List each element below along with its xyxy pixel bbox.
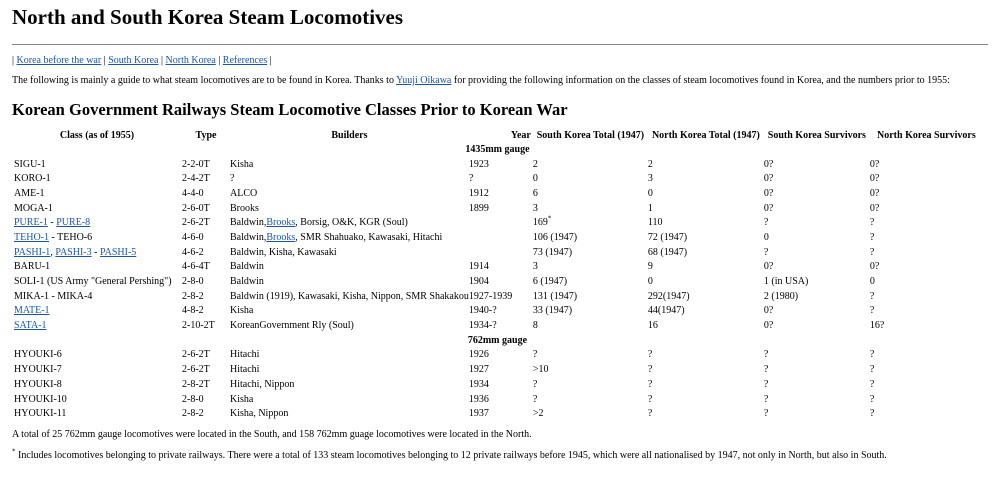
- cell-class: [12, 274, 182, 289]
- cell-type: 2-8-0: [182, 393, 204, 405]
- cell-north-total: 44(1947): [647, 305, 685, 317]
- class-text: HYOUKI-11: [14, 408, 67, 420]
- nav-link-references[interactable]: References: [222, 55, 268, 66]
- class-link[interactable]: PURE-1: [14, 217, 48, 229]
- cell-south-total: [533, 392, 648, 407]
- cell-type: 4-8-2: [182, 305, 204, 317]
- nav-link-south-korea[interactable]: South Korea: [108, 55, 159, 66]
- cell-north-survivors: 16?: [869, 320, 885, 332]
- cell-class: [12, 392, 182, 407]
- cell-year: 1926: [468, 349, 489, 361]
- class-link[interactable]: PASHI-5: [99, 246, 137, 258]
- cell-south-total: [533, 348, 648, 363]
- class-text: KORO-1: [14, 173, 51, 185]
- south-total-value: 106 (1947): [532, 231, 578, 243]
- builder-text: Baldwin: [230, 261, 264, 273]
- south-total-value: 33 (1947): [532, 305, 573, 317]
- builder-text: ALCO: [230, 187, 258, 199]
- south-total-value: >10: [532, 364, 549, 376]
- cell-type: 2-2-0T: [182, 158, 210, 170]
- total-note: A total of 25 762mm gauge locomotives were located in the South, and 158 762mm guage locomotives were located in the North.: [12, 429, 532, 441]
- south-total-value: ?: [532, 378, 538, 390]
- section-heading: Korean Government Railways Steam Locomotive Classes Prior to Korean War: [12, 100, 568, 119]
- cell-south-survivors: ?: [763, 349, 769, 361]
- cell-north-survivors: 0?: [869, 173, 880, 185]
- cell-class: [12, 304, 182, 319]
- cell-year: 1934-?: [468, 320, 497, 332]
- south-total-value: >2: [532, 408, 544, 420]
- cell-north-total: ?: [647, 393, 653, 405]
- table-row: [12, 230, 983, 245]
- table-row: [12, 260, 983, 275]
- footnote-ref: *: [547, 214, 552, 223]
- col-header-year: Year: [510, 129, 531, 141]
- class-text: SOLI-1 (US Army "General Pershing"): [14, 276, 172, 288]
- cell-north-total: 9: [647, 261, 653, 273]
- cell-year: 1937: [468, 408, 489, 420]
- builder-text: Hitachi: [230, 364, 260, 376]
- cell-builders: [230, 377, 469, 392]
- cell-south-total: [533, 406, 648, 421]
- cell-class: [12, 186, 182, 201]
- builder-text: Kisha, Nippon: [230, 408, 289, 420]
- table-row: [12, 304, 983, 319]
- class-text: MOGA-1: [14, 202, 53, 214]
- table-row: [12, 348, 983, 363]
- cell-north-survivors: ?: [869, 217, 875, 229]
- cell-type: 4-6-4T: [182, 261, 210, 273]
- cell-year: [469, 245, 533, 260]
- cell-builders: [230, 318, 469, 333]
- cell-south-survivors: 0?: [763, 187, 774, 199]
- cell-south-survivors: 2 (1980): [763, 290, 799, 302]
- cell-class: [12, 377, 182, 392]
- cell-year: 1904: [468, 276, 489, 288]
- builder-text: Baldwin, Kisha, Kawasaki: [230, 246, 337, 258]
- cell-year: 1927-1939: [468, 290, 513, 302]
- cell-class: [12, 157, 182, 172]
- south-total-value: 3: [532, 261, 538, 273]
- cell-south-survivors: 0?: [763, 202, 774, 214]
- builder-link[interactable]: Brooks: [266, 231, 296, 243]
- table-row: [12, 377, 983, 392]
- cell-year: 1914: [468, 261, 489, 273]
- south-total-value: 0: [532, 173, 538, 185]
- cell-class: [12, 406, 182, 421]
- south-total-value: 131 (1947): [532, 290, 578, 302]
- cell-south-survivors: 0: [763, 231, 769, 243]
- builder-text: Kisha: [230, 393, 254, 405]
- class-text: BARU-1: [14, 261, 51, 273]
- cell-class: [12, 215, 182, 230]
- col-header-north-total: North Korea Total (1947): [651, 129, 760, 141]
- cell-year: 1923: [468, 158, 489, 170]
- cell-south-survivors: ?: [763, 408, 769, 420]
- nav-separator: |: [103, 55, 106, 66]
- cell-type: 2-4-2T: [182, 173, 210, 185]
- col-header-south-survivors: South Korea Survivors: [767, 129, 866, 141]
- table-row: [12, 362, 983, 377]
- footnote: [12, 449, 988, 462]
- page-title: North and South Korea Steam Locomotives: [12, 5, 404, 29]
- builder-text: Hitachi: [230, 349, 260, 361]
- cell-class: [12, 171, 182, 186]
- nav-separator: |: [161, 55, 164, 66]
- cell-year: 1912: [468, 187, 489, 199]
- cell-builders: [230, 304, 469, 319]
- builder-text: Kisha: [230, 158, 254, 170]
- cell-north-survivors: ?: [869, 290, 875, 302]
- south-total-value: 2: [532, 158, 538, 170]
- cell-south-survivors: ?: [763, 217, 769, 229]
- class-link[interactable]: MATE-1: [14, 305, 50, 317]
- cell-south-total: [533, 318, 648, 333]
- footnote-mark: *: [12, 447, 16, 456]
- cell-north-total: 0: [647, 187, 653, 199]
- cell-builders: [230, 215, 469, 230]
- cell-builders: [230, 362, 469, 377]
- col-header-north-survivors: North Korea Survivors: [877, 129, 976, 141]
- cell-north-survivors: ?: [869, 393, 875, 405]
- cell-north-survivors: ?: [869, 408, 875, 420]
- builder-text: Baldwin,: [230, 217, 267, 229]
- class-link[interactable]: PURE-8: [56, 217, 91, 229]
- cell-south-survivors: ?: [763, 393, 769, 405]
- table-row: [12, 318, 983, 333]
- class-text: MIKA-1 - MIKA-4: [14, 290, 93, 302]
- class-link[interactable]: PASHI-3: [55, 246, 92, 258]
- nav-link-korea-before-war[interactable]: Korea before the war: [16, 55, 102, 66]
- class-text: HYOUKI-7: [14, 364, 62, 376]
- table-row: [12, 392, 983, 407]
- builder-text: Hitachi, Nippon: [230, 378, 295, 390]
- class-link[interactable]: SATA-1: [14, 320, 47, 332]
- cell-type: 2-8-2: [182, 290, 204, 302]
- cell-north-survivors: ?: [869, 246, 875, 258]
- col-header-builders: Builders: [331, 129, 368, 141]
- cell-south-total: [533, 274, 648, 289]
- cell-builders: [230, 245, 469, 260]
- cell-builders: [230, 230, 469, 245]
- builder-text: , Borsig, O&K, KGR (Soul): [295, 217, 408, 229]
- cell-type: 2-6-2T: [182, 217, 210, 229]
- table-row: [12, 406, 983, 421]
- cell-south-total: [533, 245, 648, 260]
- cell-north-total: 1: [647, 202, 653, 214]
- cell-south-survivors: 1 (in USA): [763, 276, 809, 288]
- col-header-class: Class (as of 1955): [59, 129, 135, 141]
- nav-separator: |: [218, 55, 221, 66]
- cell-builders: [230, 406, 469, 421]
- cell-builders: [230, 392, 469, 407]
- south-total-value: ?: [532, 393, 538, 405]
- class-link[interactable]: PASHI-1: [14, 246, 51, 258]
- table-row: [12, 186, 983, 201]
- table-row: [12, 171, 983, 186]
- class-link[interactable]: TEHO-1: [14, 231, 49, 243]
- cell-north-total: ?: [647, 364, 653, 376]
- cell-north-survivors: 0?: [869, 158, 880, 170]
- cell-north-total: 292(1947): [647, 290, 690, 302]
- table-header-row: [12, 128, 983, 142]
- gauge-label: 1435mm gauge: [465, 143, 530, 155]
- south-total-value: ?: [532, 349, 538, 361]
- cell-south-total: [533, 171, 648, 186]
- cell-north-total: 68 (1947): [647, 246, 688, 258]
- table-row: [12, 157, 983, 172]
- cell-south-survivors: ?: [763, 364, 769, 376]
- south-total-value: 8: [532, 320, 538, 332]
- builder-link[interactable]: Brooks: [266, 217, 296, 229]
- intro-text-before: The following is mainly a guide to what steam locomotives are to be found in Korea. Thanks to: [12, 75, 397, 86]
- cell-year: [469, 230, 533, 245]
- cell-type: 4-6-0: [182, 231, 204, 243]
- cell-class: [12, 245, 182, 260]
- builder-text: Kisha: [230, 305, 254, 317]
- south-total-value: 6: [532, 187, 538, 199]
- cell-type: 2-6-2T: [182, 349, 210, 361]
- cell-year: 1936: [468, 393, 489, 405]
- cell-type: 4-6-2: [182, 246, 204, 258]
- cell-north-survivors: ?: [869, 305, 875, 317]
- title-divider: [12, 44, 988, 45]
- gauge-row-1435mm: [12, 142, 983, 157]
- builder-text: ?: [230, 173, 235, 185]
- cell-year: ?: [468, 173, 474, 185]
- table-row: [12, 215, 983, 230]
- cell-south-total: [533, 230, 648, 245]
- intro-text-after: for providing the following information on the classes of steam locomotives found in Korea, and the numbers prior to 1955:: [451, 75, 950, 86]
- cell-builders: [230, 157, 469, 172]
- gauge-row-762mm: [12, 333, 983, 348]
- class-text: AME-1: [14, 187, 45, 199]
- cell-builders: [230, 348, 469, 363]
- cell-south-total: [533, 289, 648, 304]
- class-text: SIGU-1: [14, 158, 46, 170]
- cell-type: 2-6-0T: [182, 202, 210, 214]
- cell-south-survivors: 0?: [763, 261, 774, 273]
- cell-year: 1934: [468, 378, 489, 390]
- cell-south-survivors: 0?: [763, 305, 774, 317]
- builder-text: Brooks: [230, 202, 259, 214]
- cell-south-total: [533, 377, 648, 392]
- cell-north-total: 2: [647, 158, 653, 170]
- builder-text: , SMR Shahuako, Kawasaki, Hitachi: [295, 231, 443, 243]
- cell-north-survivors: 0?: [869, 202, 880, 214]
- cell-builders: [230, 201, 469, 216]
- cell-year: 1927: [468, 364, 489, 376]
- cell-north-survivors: 0?: [869, 187, 880, 199]
- cell-type: 2-8-0: [182, 276, 204, 288]
- locomotive-table: [12, 128, 983, 421]
- cell-builders: [230, 171, 469, 186]
- cell-north-total: 0: [647, 276, 653, 288]
- south-total-value: 73 (1947): [532, 246, 573, 258]
- class-text: -: [47, 217, 57, 229]
- cell-type: 2-10-2T: [182, 320, 215, 332]
- cell-south-total: [533, 157, 648, 172]
- cell-type: 2-6-2T: [182, 364, 210, 376]
- cell-type: 2-8-2T: [182, 378, 210, 390]
- cell-class: [12, 289, 182, 304]
- cell-year: 1940-?: [468, 305, 497, 317]
- builder-text: Baldwin (1919), Kawasaki, Kisha, Nippon, SMR Shakakou: [230, 290, 469, 302]
- table-row: [12, 274, 983, 289]
- builder-text: Baldwin,: [230, 231, 267, 243]
- cell-type: 2-8-2: [182, 408, 204, 420]
- south-total-value: 6 (1947): [532, 276, 568, 288]
- cell-south-survivors: ?: [763, 246, 769, 258]
- cell-type: 4-4-0: [182, 187, 204, 199]
- cell-north-total: 16: [647, 320, 658, 332]
- intro-link-yuuji-oikawa[interactable]: Yuuji Oikawa: [396, 75, 452, 86]
- cell-south-total: [533, 215, 648, 230]
- cell-north-survivors: ?: [869, 231, 875, 243]
- cell-builders: [230, 260, 469, 275]
- cell-builders: [230, 289, 469, 304]
- cell-south-survivors: 0?: [763, 173, 774, 185]
- cell-north-total: ?: [647, 408, 653, 420]
- cell-south-survivors: 0?: [763, 320, 774, 332]
- cell-north-survivors: 0?: [869, 261, 880, 273]
- cell-class: [12, 362, 182, 377]
- south-total-value: 169: [532, 217, 548, 229]
- nav-separator: |: [12, 55, 15, 66]
- col-header-type: Type: [195, 129, 217, 141]
- class-text: - TEHO-6: [49, 231, 93, 243]
- cell-north-total: ?: [647, 349, 653, 361]
- cell-south-total: [533, 260, 648, 275]
- cell-class: [12, 318, 182, 333]
- cell-builders: [230, 274, 469, 289]
- table-row: [12, 245, 983, 260]
- class-text: HYOUKI-6: [14, 349, 62, 361]
- cell-north-total: 3: [647, 173, 653, 185]
- table-row: [12, 289, 983, 304]
- cell-north-total: 110: [647, 217, 663, 229]
- south-total-value: 3: [532, 202, 538, 214]
- cell-north-total: 72 (1947): [647, 231, 688, 243]
- builder-text: Baldwin: [230, 276, 264, 288]
- cell-year: 1899: [468, 202, 489, 214]
- cell-north-total: ?: [647, 378, 653, 390]
- col-header-south-total: South Korea Total (1947): [536, 129, 645, 141]
- intro-paragraph: [12, 74, 988, 87]
- cell-class: [12, 230, 182, 245]
- table-row: [12, 201, 983, 216]
- table-body: [12, 142, 983, 421]
- nav-bar: [12, 54, 988, 67]
- gauge-label: 762mm gauge: [467, 334, 528, 346]
- class-text: HYOUKI-10: [14, 393, 67, 405]
- cell-south-total: [533, 304, 648, 319]
- footnote-text: Includes locomotives belonging to private railways. There were a total of 133 steam locomotives belonging to 12 private railways before 1945, which were all nationalised by 1947, not only in North, but also in South.: [15, 450, 887, 462]
- cell-north-survivors: ?: [869, 349, 875, 361]
- class-text: -: [91, 246, 100, 258]
- cell-south-total: [533, 201, 648, 216]
- cell-builders: [230, 186, 469, 201]
- cell-south-survivors: ?: [763, 378, 769, 390]
- cell-class: [12, 260, 182, 275]
- builder-text: KoreanGovernment Rly (Soul): [230, 320, 354, 332]
- nav-link-north-korea[interactable]: North Korea: [165, 55, 216, 66]
- cell-year: [469, 215, 533, 230]
- class-text: ,: [50, 246, 56, 258]
- cell-class: [12, 201, 182, 216]
- cell-south-total: [533, 186, 648, 201]
- cell-class: [12, 348, 182, 363]
- class-text: HYOUKI-8: [14, 378, 62, 390]
- cell-south-total: [533, 362, 648, 377]
- cell-south-survivors: 0?: [763, 158, 774, 170]
- cell-north-survivors: 0: [869, 276, 875, 288]
- cell-north-survivors: ?: [869, 364, 875, 376]
- nav-separator: |: [269, 55, 272, 66]
- cell-north-survivors: ?: [869, 378, 875, 390]
